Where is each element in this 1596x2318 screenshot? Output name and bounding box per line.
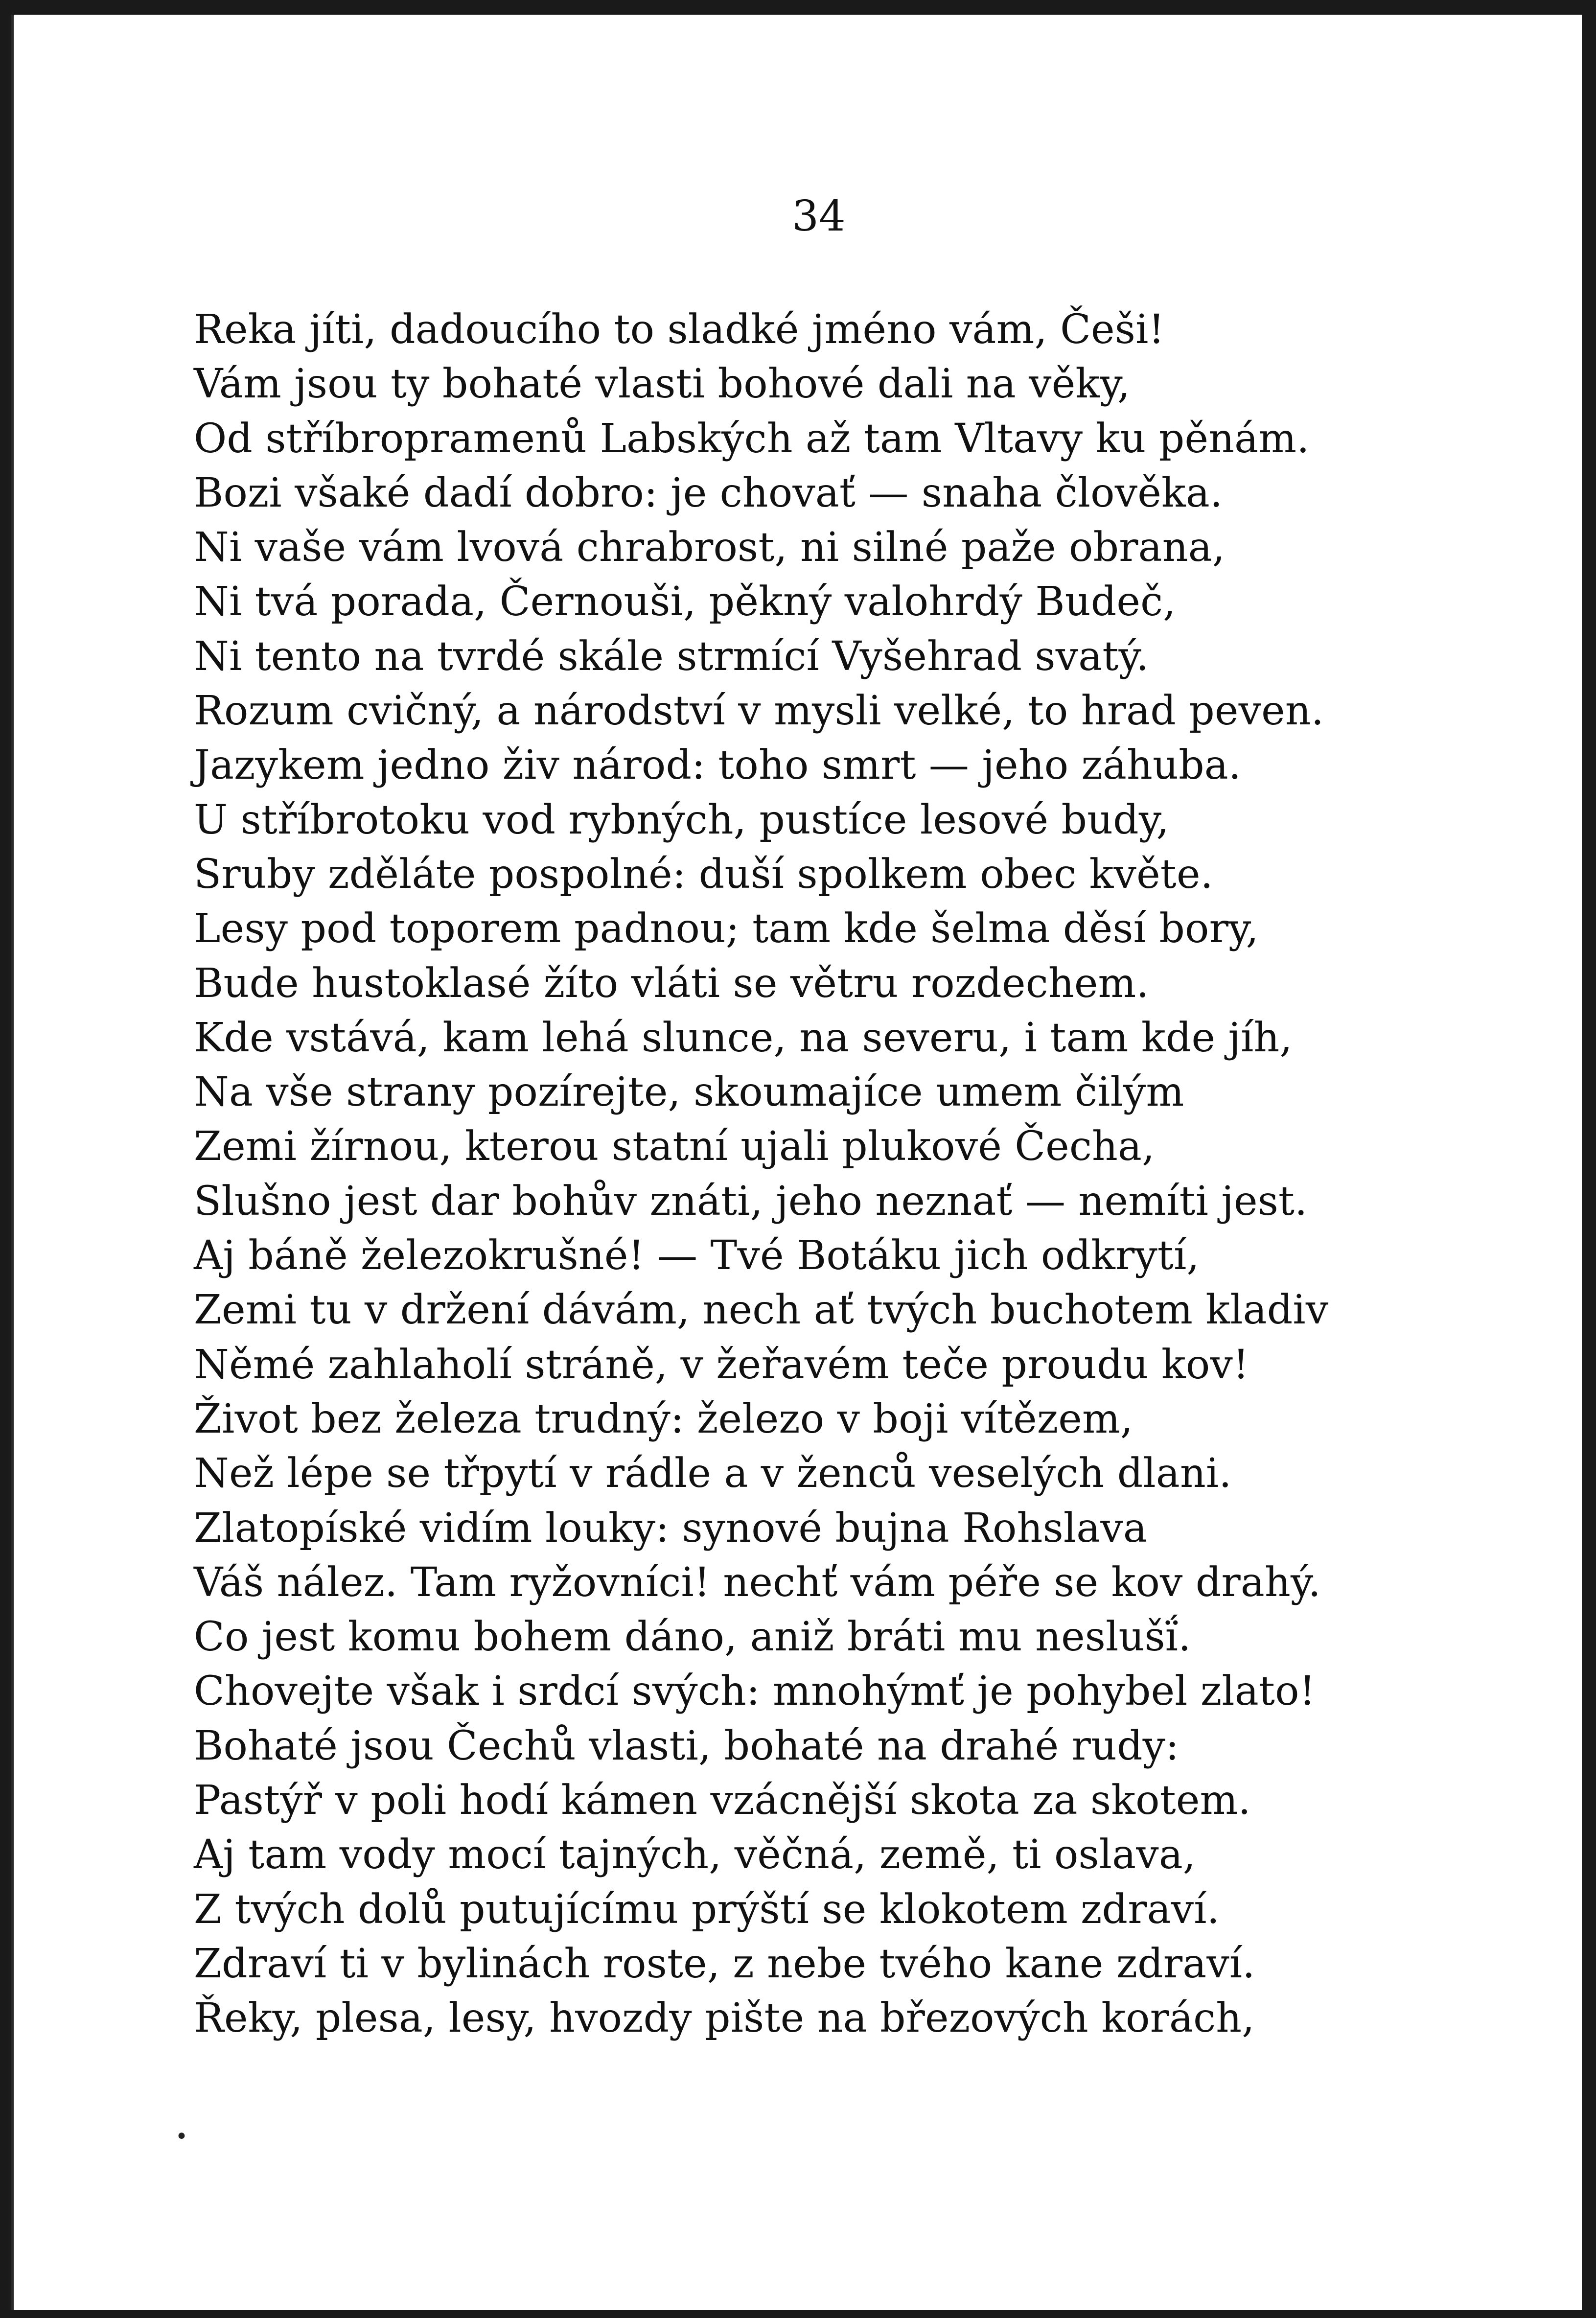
verse-line: Chovejte však i srdcí svých: mnohýmť je pohybel zlato!: [194, 1668, 1316, 1715]
verse-line: Němé zahlaholí stráně, v žeřavém teče proudu kov!: [194, 1341, 1249, 1388]
verse-line: Kde vstává, kam lehá slunce, na severu, i tam kde jíh,: [194, 1014, 1293, 1061]
verse-line: Reka jíti, dadoucího to sladké jméno vám, Češi!: [194, 306, 1165, 353]
verse-line: Bohaté jsou Čechů vlasti, bohaté na drahé rudy:: [194, 1722, 1180, 1769]
verse-line: Lesy pod toporem padnou; tam kde šelma děsí bory,: [194, 905, 1259, 952]
verse-line: Zemi tu v držení dávám, nech ať tvých buchotem kladiv: [194, 1287, 1329, 1334]
verse-line: Než lépe se třpytí v rádle a v ženců veselých dlani.: [194, 1450, 1232, 1497]
verse-line: Na vše strany pozírejte, skoumajíce umem čilým: [194, 1069, 1184, 1116]
verse-line: Rozum cvičný, a národství v mysli velké, to hrad peven.: [194, 688, 1324, 735]
book-page: [11, 15, 1582, 2310]
verse-line: Ni vaše vám lvová chrabrost, ni silné paže obrana,: [194, 524, 1226, 571]
verse-line: Vám jsou ty bohaté vlasti bohové dali na věky,: [194, 361, 1131, 408]
page-number: 34: [792, 192, 846, 241]
verse-line: Aj tam vody mocí tajných, věčná, země, ti oslava,: [194, 1831, 1196, 1878]
verse-line: Slušno jest dar bohův znáti, jeho neznať — nemíti jest.: [194, 1178, 1308, 1225]
verse-line: Bude hustoklasé žíto vláti se větru rozdechem.: [194, 960, 1149, 1007]
verse-line: Pastýř v poli hodí kámen vzácnější skota za skotem.: [194, 1777, 1251, 1824]
ink-speck: •: [175, 2124, 188, 2149]
verse-line: Od stříbropramenů Labských až tam Vltavy ku pěnám.: [194, 415, 1310, 462]
poem-text: [194, 302, 1466, 2046]
verse-line: Jazykem jedno živ národ: toho smrt — jeho záhuba.: [194, 742, 1242, 789]
verse-line: U stříbrotoku vod rybných, pustíce lesové budy,: [194, 796, 1169, 843]
verse-line: Co jest komu bohem dáno, aniž bráti mu neslušḯ.: [194, 1614, 1191, 1661]
verse-line: Zlatopíské vidím louky: synové bujna Rohslava: [194, 1505, 1148, 1552]
verse-line: Váš nález. Tam ryžovníci! nechť vám péře se kov drahý.: [194, 1559, 1321, 1606]
verse-line: Ni tvá porada, Černouši, pěkný valohrdý Budeč,: [194, 579, 1176, 626]
verse-line: Z tvých dolů putujícímu prýští se klokotem zdraví.: [194, 1886, 1220, 1933]
verse-line: Zdraví ti v bylinách roste, z nebe tvého kane zdraví.: [194, 1940, 1255, 1987]
verse-line: Řeky, plesa, lesy, hvozdy pište na březových korách,: [194, 1995, 1255, 2042]
verse-line: Sruby zděláte pospolné: duší spolkem obec květe.: [194, 851, 1213, 898]
verse-line: Aj báně železokrušné! — Tvé Botáku jich odkrytí,: [194, 1232, 1200, 1279]
verse-line: Život bez železa trudný: železo v boji vítězem,: [194, 1395, 1133, 1442]
verse-line: Bozi všaké dadí dobro: je chovať — snaha člověka.: [194, 469, 1223, 516]
verse-line: Zemi žírnou, kterou statní ujali plukové Čecha,: [194, 1123, 1155, 1170]
verse-line: Ni tento na tvrdé skále strmící Vyšehrad svatý.: [194, 633, 1149, 680]
